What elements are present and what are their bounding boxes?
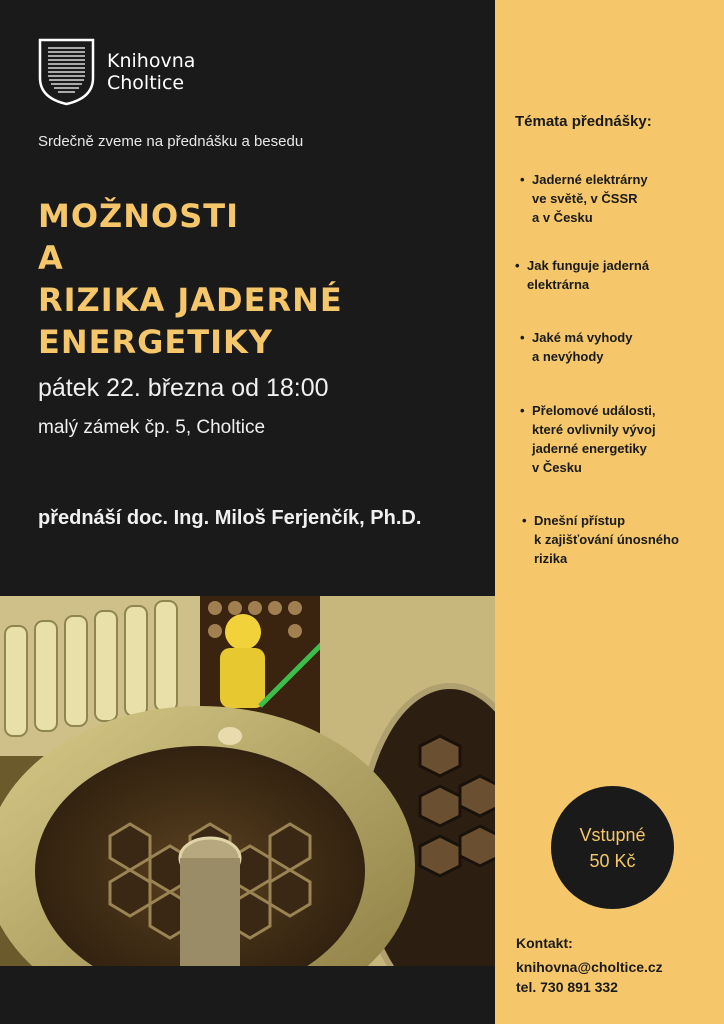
topic-line: Jak funguje jaderná [527, 258, 650, 273]
topic-line: které ovlivnily vývoj [532, 422, 656, 437]
bullet-icon: • [515, 258, 520, 273]
title-line: A [38, 239, 64, 277]
topic-line: a v Česku [532, 210, 593, 225]
reactor-photo [0, 596, 495, 966]
library-name [107, 50, 195, 94]
event-place: malý zámek čp. 5, Choltice [38, 417, 266, 438]
topic-line: rizika [534, 551, 568, 566]
topic-item [520, 401, 710, 477]
bullet-icon: • [520, 403, 525, 418]
event-date: pátek 22. března od 18:00 [38, 374, 329, 402]
library-name-line2: Choltice [107, 72, 185, 94]
topic-line: Jaké má vyhody [532, 330, 633, 345]
admission-badge [551, 786, 674, 909]
contact-email: knihovna@choltice.cz [516, 959, 663, 975]
topic-line: jaderné energetiky [532, 441, 647, 456]
topic-item [520, 170, 710, 227]
shield-logo-icon [38, 38, 95, 106]
contact-heading: Kontakt: [516, 935, 573, 951]
topics-heading: Témata přednášky: [515, 113, 652, 130]
admission-label: Vstupné [579, 824, 646, 845]
topic-line: Dnešní přístup [534, 513, 626, 528]
bullet-icon: • [522, 513, 527, 528]
title-line: MOŽNOSTI [38, 197, 240, 235]
invite-text: Srdečně zveme na přednášku a besedu [38, 133, 304, 150]
topic-line: elektrárna [527, 277, 590, 292]
topic-item [515, 256, 705, 294]
library-logo [38, 38, 195, 106]
lecturer: přednáší doc. Ing. Miloš Ferjenčík, Ph.D. [38, 507, 422, 529]
topic-line: ve světě, v ČSSR [532, 191, 638, 206]
event-title [38, 195, 488, 363]
bullet-icon: • [520, 172, 525, 187]
topic-item [520, 328, 710, 366]
title-line: RIZIKA JADERNÉ [38, 281, 343, 319]
topic-line: Přelomové události, [532, 403, 656, 418]
admission-price: 50 Kč [589, 850, 636, 871]
topic-line: Jaderné elektrárny [532, 172, 648, 187]
topic-line: v Česku [532, 460, 582, 475]
bullet-icon: • [520, 330, 525, 345]
contact-phone: tel. 730 891 332 [516, 979, 618, 995]
library-name-line1: Knihovna [107, 50, 196, 72]
topic-item [522, 511, 712, 568]
topic-line: a nevýhody [532, 349, 604, 364]
topic-line: k zajišťování únosného [534, 532, 679, 547]
title-line: ENERGETIKY [38, 323, 273, 361]
